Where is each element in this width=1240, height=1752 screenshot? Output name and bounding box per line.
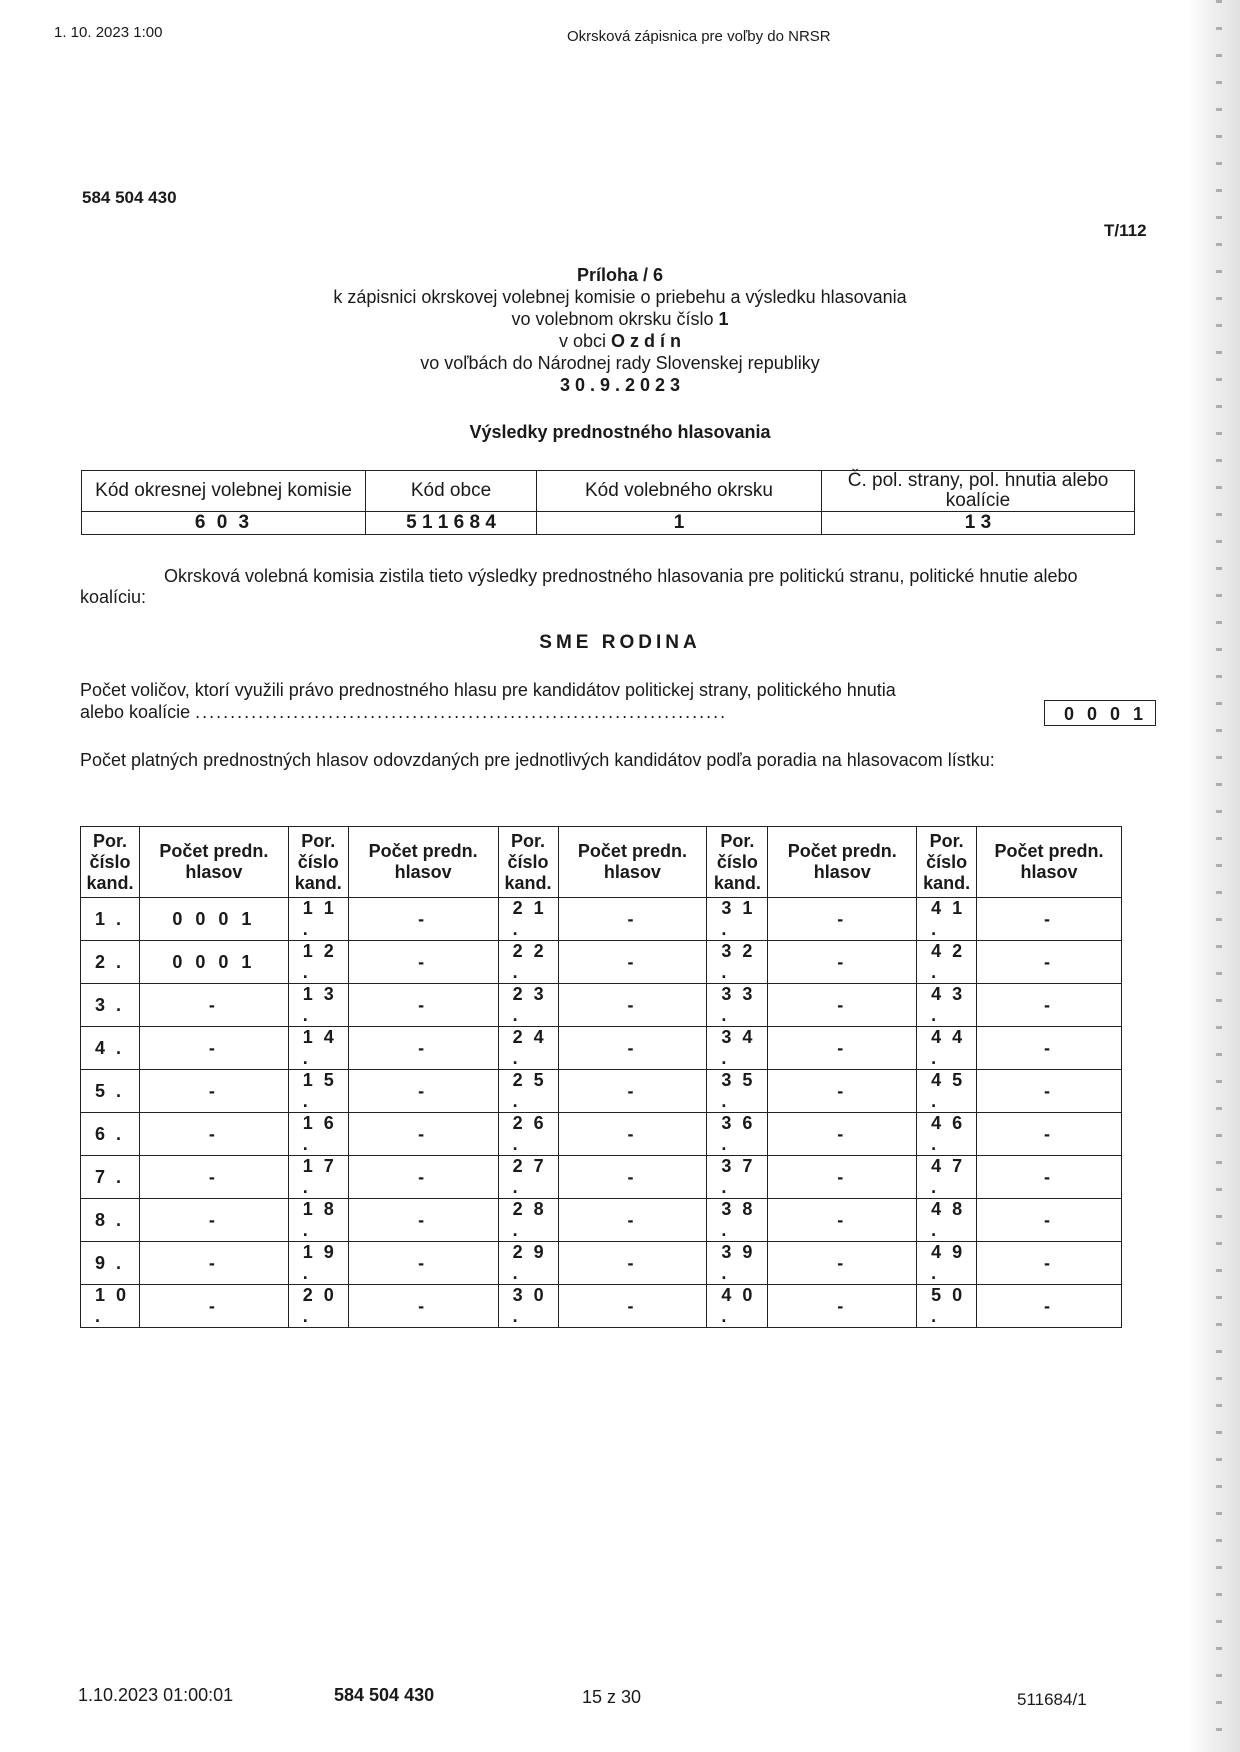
candidate-number-cell: 7 . [81,1156,140,1199]
candidate-number-cell: 3 8 . [707,1199,768,1242]
table-row [81,984,1122,1027]
voters-dots: ............................................................................ [195,702,728,722]
table-row [81,1027,1122,1070]
party-name: SME RODINA [539,632,701,653]
candidate-number-cell: 4 5 . [917,1070,977,1113]
votes-body [81,898,1122,1328]
candidate-number-cell: 3 7 . [707,1156,768,1199]
candidate-number-cell: 4 3 . [917,984,977,1027]
codes-value-party-number: 1 3 [822,512,1135,535]
footer-code: 511684/1 [1017,1690,1087,1709]
candidate-number-cell: 5 . [81,1070,140,1113]
candidate-number-cell: 5 0 . [917,1285,977,1328]
candidate-votes-cell: - [348,1242,498,1285]
district-number: 1 [718,309,729,329]
candidate-votes-cell: - [558,1027,707,1070]
candidate-number-cell: 4 8 . [917,1199,977,1242]
candidate-votes-cell: - [348,941,498,984]
votes-header-candidate-number: Por. číslo kand. [917,827,977,898]
candidate-number-cell: 1 8 . [288,1199,348,1242]
candidate-votes-cell: - [348,898,498,941]
candidate-number-cell: 6 . [81,1113,140,1156]
codes-header-precinct: Kód volebného okrsku [537,471,822,512]
candidate-number-cell: 2 2 . [498,941,558,984]
codes-value-precinct: 1 [537,512,822,535]
candidate-votes-cell: - [768,1113,917,1156]
candidate-votes-cell: - [977,1070,1122,1113]
voters-count: 0 0 0 1 [1044,700,1156,726]
candidate-number-cell: 3 0 . [498,1285,558,1328]
candidate-number-cell: 8 . [81,1199,140,1242]
candidate-votes-cell: - [977,941,1122,984]
candidate-number-cell: 1 6 . [288,1113,348,1156]
candidate-votes-cell: - [768,941,917,984]
footer-datetime: 1.10.2023 01:00:01 [78,1685,234,1705]
candidate-number-cell: 3 . [81,984,140,1027]
codes-header-municipality: Kód obce [366,471,537,512]
candidate-votes-cell: - [348,1199,498,1242]
votes-intro: Počet platných prednostných hlasov odovzdaných pre jednotlivých kandidátov podľa poradia na hlasovacom lístku: [80,750,995,770]
candidate-number-cell: 3 9 . [707,1242,768,1285]
candidate-votes-cell: - [348,984,498,1027]
table-row [81,1070,1122,1113]
candidate-votes-cell: - [348,1156,498,1199]
footer-doc-number: 584 504 430 [334,1685,435,1705]
doc-number: 584 504 430 [82,188,177,207]
candidate-number-cell: 2 6 . [498,1113,558,1156]
candidate-number-cell: 1 . [81,898,140,941]
candidate-votes-cell: - [139,1027,288,1070]
votes-header-preferential-votes: Počet predn. hlasov [348,827,498,898]
candidate-number-cell: 1 7 . [288,1156,348,1199]
candidate-number-cell: 4 2 . [917,941,977,984]
candidate-number-cell: 4 9 . [917,1242,977,1285]
votes-header-preferential-votes: Počet predn. hlasov [139,827,288,898]
candidate-votes-cell: - [977,1285,1122,1328]
candidate-number-cell: 4 4 . [917,1027,977,1070]
title-line-election: vo voľbách do Národnej rady Slovenskej republiky [420,353,820,373]
candidate-votes-cell: - [977,1156,1122,1199]
voters-line-1: Počet voličov, ktorí využili právo prednostného hlasu pre kandidátov politickej strany, politického hnutia [80,680,896,700]
candidate-votes-cell: - [348,1070,498,1113]
candidate-votes-cell: - [139,1199,288,1242]
candidate-number-cell: 3 2 . [707,941,768,984]
votes-header-candidate-number: Por. číslo kand. [288,827,348,898]
candidate-number-cell: 2 4 . [498,1027,558,1070]
table-row [81,1285,1122,1328]
candidate-votes-cell: - [768,984,917,1027]
candidate-votes-cell: - [768,1242,917,1285]
candidate-votes-cell: - [977,1242,1122,1285]
election-date: 3 0 . 9 . 2 0 2 3 [559,375,681,395]
candidate-number-cell: 4 . [81,1027,140,1070]
candidate-number-cell: 1 5 . [288,1070,348,1113]
candidate-number-cell: 1 0 . [81,1285,140,1328]
candidate-votes-cell: - [348,1027,498,1070]
candidate-votes-cell: 0 0 0 1 [139,898,288,941]
title-line-district: vo volebnom okrsku číslo 1 [511,309,729,329]
candidate-votes-cell: - [558,1070,707,1113]
votes-header-preferential-votes: Počet predn. hlasov [768,827,917,898]
candidate-votes-cell: - [558,984,707,1027]
candidate-votes-cell: 0 0 0 1 [139,941,288,984]
votes-header-candidate-number: Por. číslo kand. [81,827,140,898]
municipality-name: O z d í n [611,331,682,351]
candidate-votes-cell: - [558,1156,707,1199]
codes-table [81,470,1135,535]
scan-edge-marks [1216,0,1222,1752]
candidate-votes-cell: - [139,1242,288,1285]
candidate-number-cell: 4 6 . [917,1113,977,1156]
votes-table [80,826,1122,1328]
codes-header-district-commission: Kód okresnej volebnej komisie [82,471,366,512]
footer-page: 15 z 30 [582,1687,642,1707]
section-title: Výsledky prednostného hlasovania [469,422,771,442]
candidate-number-cell: 4 7 . [917,1156,977,1199]
print-doc-title: Okrsková zápisnica pre voľby do NRSR [567,28,831,45]
candidate-votes-cell: - [768,1156,917,1199]
codes-value-district-commission: 6 0 3 [82,512,366,535]
form-code: T/112 [1104,221,1147,240]
candidate-number-cell: 4 0 . [707,1285,768,1328]
table-row [81,941,1122,984]
candidate-number-cell: 9 . [81,1242,140,1285]
print-datetime: 1. 10. 2023 1:00 [54,24,163,41]
candidate-number-cell: 1 2 . [288,941,348,984]
votes-header-candidate-number: Por. číslo kand. [707,827,768,898]
candidate-votes-cell: - [139,1113,288,1156]
table-row [81,1156,1122,1199]
candidate-votes-cell: - [768,1285,917,1328]
candidate-number-cell: 4 1 . [917,898,977,941]
candidate-number-cell: 3 6 . [707,1113,768,1156]
intro-text: Okrsková volebná komisia zistila tieto výsledky prednostného hlasovania pre politickú stranu, politické hnutie alebo koalíciu: [80,566,1078,607]
candidate-number-cell: 2 0 . [288,1285,348,1328]
candidate-votes-cell: - [558,898,707,941]
codes-header-party-number: Č. pol. strany, pol. hnutia alebo koalície [822,471,1135,512]
candidate-votes-cell: - [139,1070,288,1113]
candidate-votes-cell: - [977,1027,1122,1070]
candidate-number-cell: 1 1 . [288,898,348,941]
candidate-number-cell: 2 7 . [498,1156,558,1199]
candidate-votes-cell: - [139,984,288,1027]
candidate-votes-cell: - [768,1027,917,1070]
title-line-report: k zápisnici okrskovej volebnej komisie o priebehu a výsledku hlasovania [333,287,907,307]
candidate-number-cell: 2 9 . [498,1242,558,1285]
candidate-number-cell: 1 4 . [288,1027,348,1070]
title-line-municipality: v obci O z d í n [558,331,682,351]
candidate-votes-cell: - [558,1285,707,1328]
votes-header-candidate-number: Por. číslo kand. [498,827,558,898]
candidate-number-cell: 2 3 . [498,984,558,1027]
candidate-votes-cell: - [977,984,1122,1027]
title-block [240,264,1000,396]
votes-header-preferential-votes: Počet predn. hlasov [977,827,1122,898]
candidate-number-cell: 2 . [81,941,140,984]
title-line-appendix: Príloha / 6 [576,265,664,285]
table-row [81,1242,1122,1285]
candidate-votes-cell: - [558,1242,707,1285]
candidate-votes-cell: - [768,1199,917,1242]
table-row [81,1199,1122,1242]
table-row [81,898,1122,941]
candidate-votes-cell: - [558,1113,707,1156]
candidate-votes-cell: - [558,1199,707,1242]
candidate-number-cell: 3 1 . [707,898,768,941]
candidate-number-cell: 2 5 . [498,1070,558,1113]
candidate-votes-cell: - [348,1285,498,1328]
votes-header-preferential-votes: Počet predn. hlasov [558,827,707,898]
candidate-votes-cell: - [139,1285,288,1328]
candidate-votes-cell: - [977,898,1122,941]
candidate-number-cell: 3 5 . [707,1070,768,1113]
candidate-votes-cell: - [977,1199,1122,1242]
table-row [81,1113,1122,1156]
candidate-votes-cell: - [139,1156,288,1199]
voters-line-2: alebo koalície ............................................................................ [80,702,728,722]
candidate-votes-cell: - [348,1113,498,1156]
scan-edge-shadow [1188,0,1240,1752]
candidate-votes-cell: - [768,1070,917,1113]
candidate-number-cell: 1 9 . [288,1242,348,1285]
candidate-number-cell: 3 4 . [707,1027,768,1070]
candidate-votes-cell: - [558,941,707,984]
candidate-votes-cell: - [768,898,917,941]
candidate-number-cell: 3 3 . [707,984,768,1027]
candidate-votes-cell: - [977,1113,1122,1156]
candidate-number-cell: 1 3 . [288,984,348,1027]
candidate-number-cell: 2 8 . [498,1199,558,1242]
codes-value-municipality: 5 1 1 6 8 4 [366,512,537,535]
candidate-number-cell: 2 1 . [498,898,558,941]
votes-header-row [81,827,1122,898]
